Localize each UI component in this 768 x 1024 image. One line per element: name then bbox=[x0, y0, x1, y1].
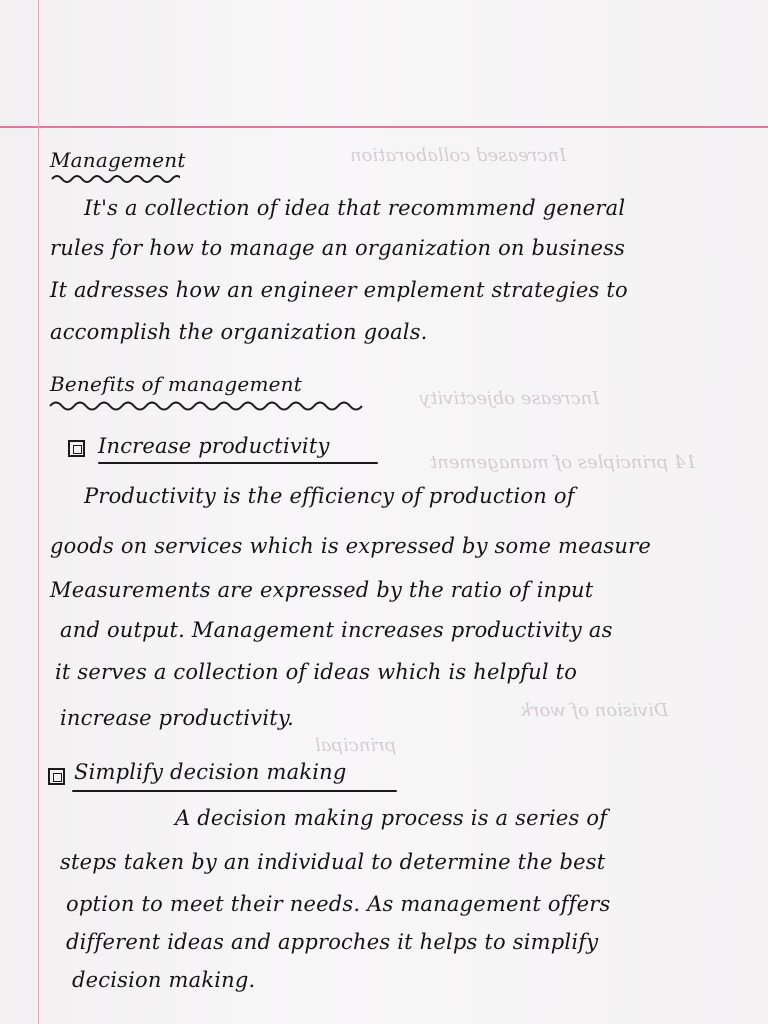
section-line: different ideas and approches it helps to simplify bbox=[66, 930, 599, 954]
section-line: and output. Management increases productivity as bbox=[60, 618, 613, 642]
checkbox-icon bbox=[68, 440, 85, 457]
section-line: A decision making process is a series of bbox=[175, 806, 608, 830]
section-line: increase productivity. bbox=[60, 706, 295, 730]
section-title: Simplify decision making bbox=[74, 760, 347, 784]
section-line: Measurements are expressed by the ratio of input bbox=[50, 578, 594, 602]
definition-line: It's a collection of idea that recommmend general bbox=[84, 196, 626, 220]
section-line: goods on services which is expressed by some measure bbox=[50, 534, 652, 558]
title-squiggle-underline bbox=[50, 172, 180, 186]
benefits-squiggle-underline bbox=[48, 398, 378, 414]
section-title-underline bbox=[98, 462, 378, 464]
section-line: option to meet their needs. As management offers bbox=[66, 892, 611, 916]
bleed-through-text: Division of work bbox=[520, 700, 669, 721]
definition-line: It adresses how an engineer emplement strategies to bbox=[50, 278, 628, 302]
left-margin-rule bbox=[38, 0, 39, 1024]
benefits-heading: Benefits of management bbox=[50, 372, 302, 396]
bleed-through-text: Increased collaboration bbox=[350, 145, 567, 166]
section-line: steps taken by an individual to determine the best bbox=[60, 850, 606, 874]
section-line: it serves a collection of ideas which is helpful to bbox=[55, 660, 578, 684]
section-line: decision making. bbox=[72, 968, 256, 992]
section-title-underline bbox=[72, 790, 397, 792]
bleed-through-text: 14 principles of management bbox=[430, 452, 697, 473]
bleed-through-text: Increase objectivity bbox=[420, 388, 600, 409]
top-margin-rule bbox=[0, 126, 768, 128]
definition-line: rules for how to manage an organization on business bbox=[50, 236, 626, 260]
section-title: Increase productivity bbox=[98, 434, 330, 458]
bleed-through-text: principal bbox=[315, 735, 397, 756]
page-title: Management bbox=[50, 148, 186, 172]
checkbox-icon bbox=[48, 768, 65, 785]
section-line: Productivity is the efficiency of production of bbox=[84, 484, 575, 508]
definition-line: accomplish the organization goals. bbox=[50, 320, 428, 344]
